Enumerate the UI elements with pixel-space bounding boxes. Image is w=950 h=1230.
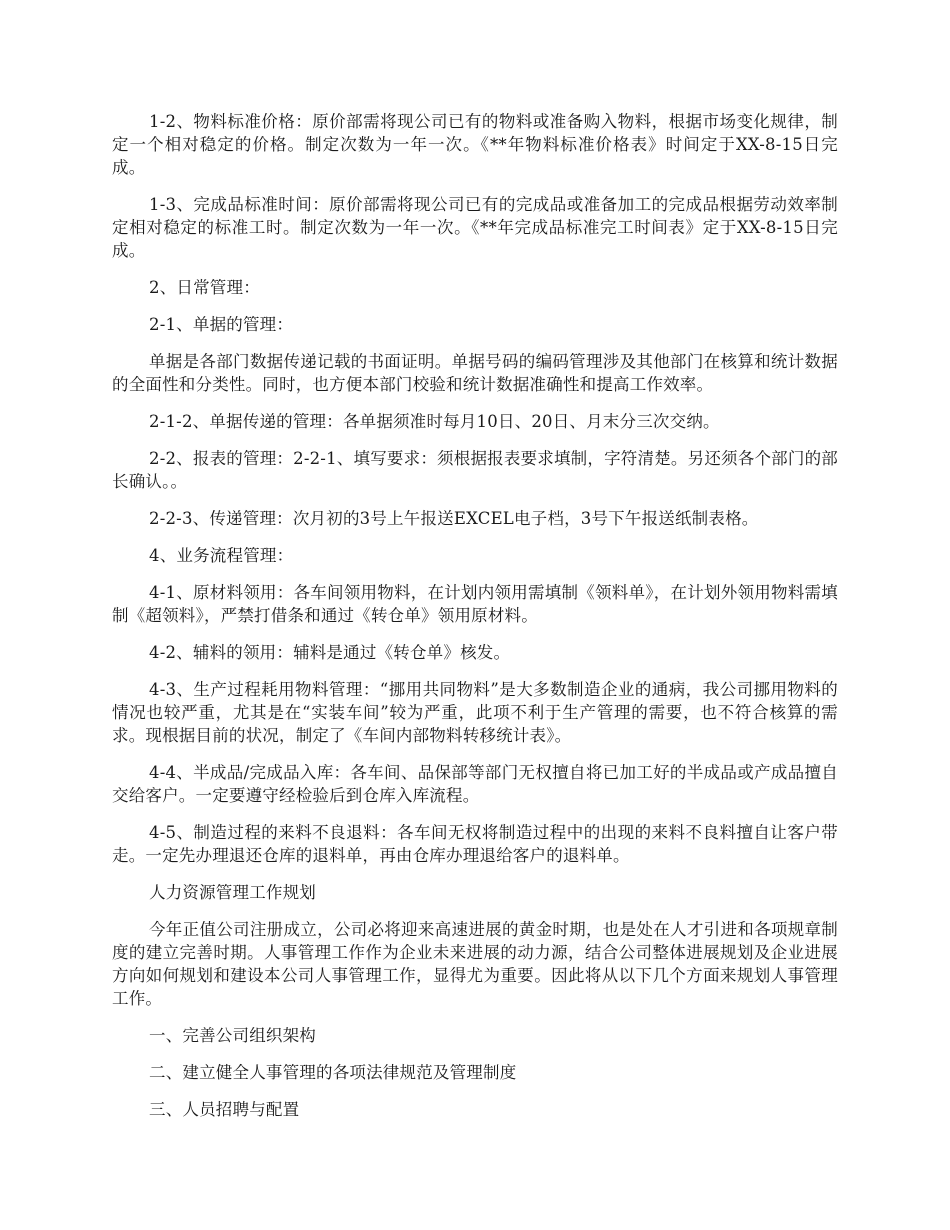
heading-business-process: 4、业务流程管理： [149, 546, 294, 565]
paragraph-document-transfer: 2-1-2、单据传递的管理：各单据须准时每月10日、20日、月末分三次交纳。 [149, 412, 720, 431]
paragraph-auxiliary-material: 4-2、辅料的领用：辅料是通过《转仓单》核发。 [149, 643, 511, 662]
document-body [112, 110, 838, 1135]
paragraph-production-material: 4-3、生产过程耗用物料管理：“挪用共同物料”是大多数制造企业的通病，我公司挪用物料的情况也较严重，尤其是在“实装车间”较为严重，此项不利于生产管理的需要，也不符合核算的需求。现根据目前的状况，制定了《车间内部物料转移统计表》。 [112, 680, 838, 745]
paragraph-warehousing: 4-4、半成品/完成品入库：各车间、品保部等部门无权擅自将已加工好的半成品或产成品擅自交给客户。一定要遵守经检验后到仓库入库流程。 [112, 763, 838, 805]
heading-document-management: 2-1、单据的管理： [149, 315, 294, 334]
list-item-organization: 一、完善公司组织架构 [149, 1026, 316, 1045]
heading-daily-management: 2、日常管理： [149, 278, 260, 297]
paragraph-document-definition: 单据是各部门数据传递记载的书面证明。单据号码的编码管理涉及其他部门在核算和统计数据的全面性和分类性。同时，也方便本部门校验和统计数据准确性和提高工作效率。 [112, 352, 838, 394]
paragraph-defective-return: 4-5、制造过程的来料不良退料：各车间无权将制造过程中的出现的来料不良料擅自让客户带走。一定先办理退还仓库的退料单，再由仓库办理退给客户的退料单。 [112, 823, 838, 865]
paragraph-material-standard-price: 1-2、物料标准价格：原价部需将现公司已有的物料或准备购入物料，根据市场变化规律，制定一个相对稳定的价格。制定次数为一年一次。《**年物料标准价格表》时间定于XX-8-15日完成。 [112, 112, 838, 177]
paragraph-finished-product-standard-time: 1-3、完成品标准时间：原价部需将现公司已有的完成品或准备加工的完成品根据劳动效率制定相对稳定的标准工时。制定次数为一年一次。《**年完成品标准完工时间表》定于XX-8-15日完成。 [112, 195, 838, 260]
heading-hr-plan: 人力资源管理工作规划 [149, 883, 316, 902]
paragraph-report-transfer: 2-2-3、传递管理：次月初的3号上午报送EXCEL电子档，3号下午报送纸制表格。 [149, 509, 759, 528]
paragraph-report-management: 2-2、报表的管理：2-2-1、填写要求：须根据报表要求填制，字符清楚。另还须各个部门的部长确认。。 [112, 449, 838, 491]
list-item-regulations: 二、建立健全人事管理的各项法律规范及管理制度 [149, 1063, 517, 1082]
paragraph-hr-intro: 今年正值公司注册成立，公司必将迎来高速进展的黄金时期，也是处在人才引进和各项规章制度的建立完善时期。人事管理工作作为企业未来进展的动力源，结合公司整体进展规划及企业进展方向如何规划和建设本公司人事管理工作，显得尤为重要。因此将从以下几个方面来规划人事管理工作。 [112, 920, 838, 1008]
paragraph-raw-material-requisition: 4-1、原材料领用：各车间领用物料，在计划内领用需填制《领料单》，在计划外领用物料需填制《超领料》，严禁打借条和通过《转仓单》领用原材料。 [112, 583, 838, 625]
list-item-recruitment: 三、人员招聘与配置 [149, 1100, 300, 1119]
